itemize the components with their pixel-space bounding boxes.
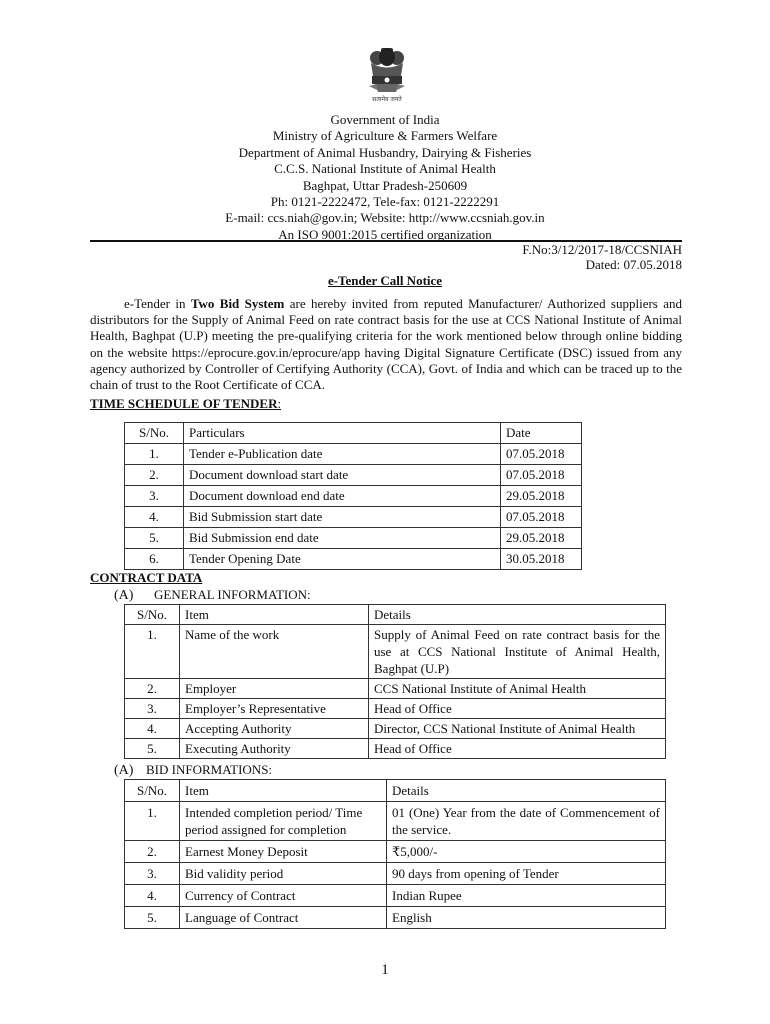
table-row bbox=[125, 679, 666, 699]
table-header-row bbox=[125, 423, 582, 444]
table-cell: 1. bbox=[125, 802, 180, 841]
date-line: Dated: 07.05.2018 bbox=[585, 257, 682, 272]
table-cell: Supply of Animal Feed on rate contract basis for the use at CCS National Institute of Animal Health, Baghpat (U.P) bbox=[369, 625, 666, 679]
schedule-table bbox=[124, 422, 582, 570]
bid-info-table bbox=[124, 779, 666, 929]
table-cell: 2. bbox=[125, 841, 180, 863]
section-label: (A) bbox=[114, 588, 134, 603]
table-cell: 01 (One) Year from the date of Commencement of the service. bbox=[387, 802, 666, 841]
emblem-motto: सत्यमेव जयते bbox=[372, 96, 402, 103]
letterhead bbox=[0, 112, 770, 243]
schedule-title bbox=[90, 396, 281, 413]
table-cell: Earnest Money Deposit bbox=[180, 841, 387, 863]
header-line: Baghpat, Uttar Pradesh-250609 bbox=[302, 177, 468, 193]
header-cell: Details bbox=[387, 780, 666, 802]
table-row bbox=[125, 507, 582, 528]
table-header-row bbox=[125, 780, 666, 802]
table-cell: 29.05.2018 bbox=[501, 528, 582, 549]
page-number: 1 bbox=[381, 962, 389, 978]
table-cell: 2. bbox=[125, 465, 184, 486]
header-cell: Particulars bbox=[184, 423, 501, 444]
table-cell: Document download end date bbox=[184, 486, 501, 507]
table-row bbox=[125, 549, 582, 570]
header-cell: Item bbox=[180, 780, 387, 802]
header-line: Government of India bbox=[330, 112, 440, 127]
intro-paragraph bbox=[90, 296, 682, 393]
table-row bbox=[125, 885, 666, 907]
section-title: GENERAL INFORMATION: bbox=[154, 587, 311, 602]
table-row bbox=[125, 863, 666, 885]
table-header-row bbox=[125, 605, 666, 625]
header-cell: S/No. bbox=[125, 605, 180, 625]
table-cell: 30.05.2018 bbox=[501, 549, 582, 570]
table-cell: 4. bbox=[125, 507, 184, 528]
table-cell: Executing Authority bbox=[180, 739, 369, 759]
intro-bold-text: Two Bid System bbox=[190, 296, 285, 311]
table-cell: 29.05.2018 bbox=[501, 486, 582, 507]
table-cell: Bid validity period bbox=[180, 863, 387, 885]
table-cell: Employer bbox=[180, 679, 369, 699]
table-cell: English bbox=[387, 907, 666, 929]
table-cell: Document download start date bbox=[184, 465, 501, 486]
table-cell: Language of Contract bbox=[180, 907, 387, 929]
table-row bbox=[125, 528, 582, 549]
table-cell: 1. bbox=[125, 625, 180, 679]
table-cell: Employer’s Representative bbox=[180, 699, 369, 719]
file-number: F.No:3/12/2017-18/CCSNIAH bbox=[522, 242, 682, 257]
header-cell: Date bbox=[501, 423, 582, 444]
general-info-heading bbox=[114, 587, 311, 605]
table-cell: 3. bbox=[125, 486, 184, 507]
schedule-title-colon: : bbox=[277, 396, 282, 411]
notice-title: e-Tender Call Notice bbox=[327, 273, 443, 288]
header-line: C.C.S. National Institute of Animal Health bbox=[274, 161, 496, 177]
table-cell: 07.05.2018 bbox=[501, 507, 582, 528]
table-cell: 4. bbox=[125, 719, 180, 739]
table-cell: 5. bbox=[125, 528, 184, 549]
table-cell: ₹5,000/- bbox=[387, 841, 666, 863]
header-line: An ISO 9001:2015 certified organization bbox=[278, 226, 492, 242]
header-cell: Item bbox=[180, 605, 369, 625]
table-cell: Indian Rupee bbox=[387, 885, 666, 907]
table-cell: Name of the work bbox=[180, 625, 369, 679]
table-cell: 3. bbox=[125, 863, 180, 885]
table-row bbox=[125, 719, 666, 739]
general-info-table bbox=[124, 604, 666, 759]
header-line: E-mail: ccs.niah@gov.in; Website: http://www.ccsniah.gov.in bbox=[225, 210, 545, 226]
table-cell: 07.05.2018 bbox=[501, 444, 582, 465]
table-row bbox=[125, 486, 582, 507]
table-cell: 5. bbox=[125, 907, 180, 929]
header-cell: Details bbox=[369, 605, 666, 625]
table-row bbox=[125, 841, 666, 863]
table-cell: Head of Office bbox=[369, 739, 666, 759]
table-row bbox=[125, 739, 666, 759]
section-title: BID INFORMATIONS: bbox=[146, 762, 273, 777]
section-label: (A) bbox=[114, 763, 134, 778]
table-row bbox=[125, 802, 666, 841]
table-cell: 5. bbox=[125, 739, 180, 759]
contract-data-title: CONTRACT DATA bbox=[90, 570, 203, 585]
bid-info-heading bbox=[114, 762, 272, 780]
table-cell: Accepting Authority bbox=[180, 719, 369, 739]
intro-text-start: e-Tender in bbox=[124, 296, 191, 311]
table-row bbox=[125, 465, 582, 486]
table-cell: 90 days from opening of Tender bbox=[387, 863, 666, 885]
table-cell: 3. bbox=[125, 699, 180, 719]
schedule-title-text: TIME SCHEDULE OF TENDER bbox=[90, 396, 278, 411]
header-line: Ph: 0121-2222472, Tele-fax: 0121-2222291 bbox=[270, 194, 500, 210]
table-cell: Director, CCS National Institute of Animal Health bbox=[369, 719, 666, 739]
table-cell: CCS National Institute of Animal Health bbox=[369, 679, 666, 699]
table-cell: 07.05.2018 bbox=[501, 465, 582, 486]
table-cell: 4. bbox=[125, 885, 180, 907]
table-cell: 2. bbox=[125, 679, 180, 699]
table-cell: 1. bbox=[125, 444, 184, 465]
file-reference bbox=[522, 242, 682, 272]
table-cell: 6. bbox=[125, 549, 184, 570]
intro-text-rest: are hereby invited from reputed Manufacturer/ Authorized suppliers and distributors for the Supply of Animal Feed on rate contract basis for the use at CCS National Institute of Animal Health, Baghpat (U.P) meeting the pre-qualifying criteria for the work mentioned below through online bidding on the website https://eprocure.gov.in/eprocure/app having Digital Signature Certificate (DSC) issued from any agency authorized by Controller of Certifying Authority (CCA), Govt. of India and which can be traced up to the chain of trust to the Root Certificate of CCA. bbox=[90, 296, 682, 393]
table-cell: Tender Opening Date bbox=[184, 549, 501, 570]
table-row bbox=[125, 625, 666, 679]
table-cell: Bid Submission start date bbox=[184, 507, 501, 528]
table-cell: Head of Office bbox=[369, 699, 666, 719]
table-cell: Bid Submission end date bbox=[184, 528, 501, 549]
header-line: Department of Animal Husbandry, Dairying & Fisheries bbox=[238, 144, 532, 160]
national-emblem bbox=[363, 46, 411, 110]
header-cell: S/No. bbox=[125, 780, 180, 802]
header-line: Ministry of Agriculture & Farmers Welfare bbox=[272, 128, 498, 144]
table-cell: Currency of Contract bbox=[180, 885, 387, 907]
table-row bbox=[125, 907, 666, 929]
header-cell: S/No. bbox=[125, 423, 184, 444]
table-row bbox=[125, 699, 666, 719]
table-cell: Tender e-Publication date bbox=[184, 444, 501, 465]
table-cell: Intended completion period/ Time period assigned for completion bbox=[180, 802, 387, 841]
table-row bbox=[125, 444, 582, 465]
